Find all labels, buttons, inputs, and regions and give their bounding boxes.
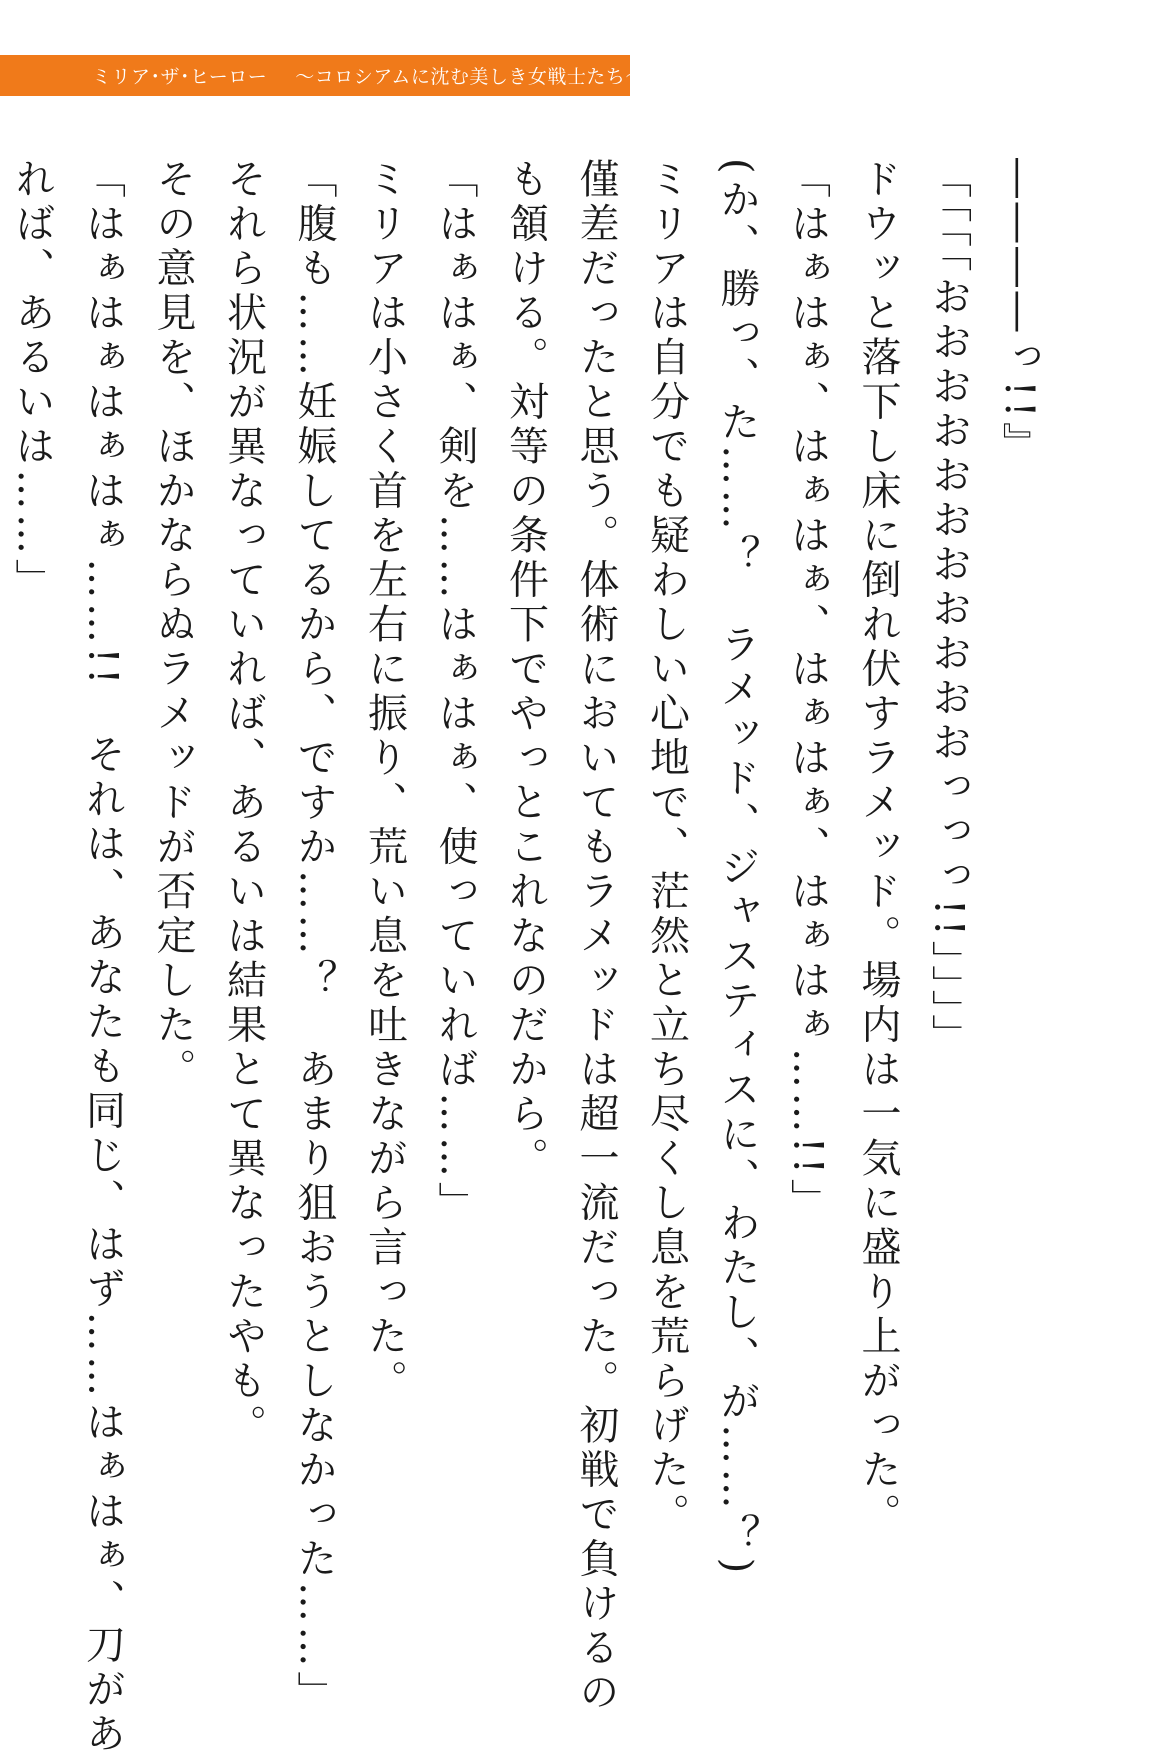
text-line: ミリアは自分でも疑わしい心地で、茫然と立ち尽くし息を荒らげた。 [643,158,690,1538]
text-line: それら状況が異なっていれば、あるいは結果とて異なったやも。 [220,158,267,1449]
text-line: その意見を、ほかならぬラメッドが否定した。 [150,158,196,1093]
text-line: も頷ける。対等の条件下でやっとこれなのだから。 [502,158,549,1182]
text-line: 「「「「おおおおおおおおおおおっっっ!!」」」」 [925,158,972,1059]
book-subtitle: ～コロシアムに沈む美しき女戦士たち～ [295,66,645,88]
text-line: 「はぁはぁはぁはぁ……!! それは、あなたも同じ、はず……はぁはぁ、刀があ [79,158,126,1757]
running-header [0,55,645,96]
text-line: 僅差だったと思う。体術においてもラメッドは超一流だった。初戦で負けるの [573,158,619,1716]
text-line: 「腹も……妊娠してるから、ですか……？ あまり狙おうとしなかった……」 [291,158,337,1716]
vertical-text-body [0,158,1054,1757]
text-line: ――――っ!!』 [996,158,1042,467]
text-line: 「はぁはぁ、剣を……はぁはぁ、使っていれば……」 [432,158,478,1226]
text-line: ドウッと落下し床に倒れ伏すラメッド。場内は一気に盛り上がった。 [855,158,901,1538]
text-line: 「はぁはぁ、はぁはぁ、はぁはぁ、はぁはぁ……!!」 [784,158,831,1223]
book-title: ミリア･ザ･ヒーロー [92,66,268,88]
text-line: (か、勝っ、た……？ ラメッド、ジャスティスに、わたし、が……？) [714,158,760,1578]
text-line: れば、あるいは……」 [9,158,55,603]
text-line: ミリアは小さく首を左右に振り、荒い息を吐きながら言った。 [361,158,408,1404]
